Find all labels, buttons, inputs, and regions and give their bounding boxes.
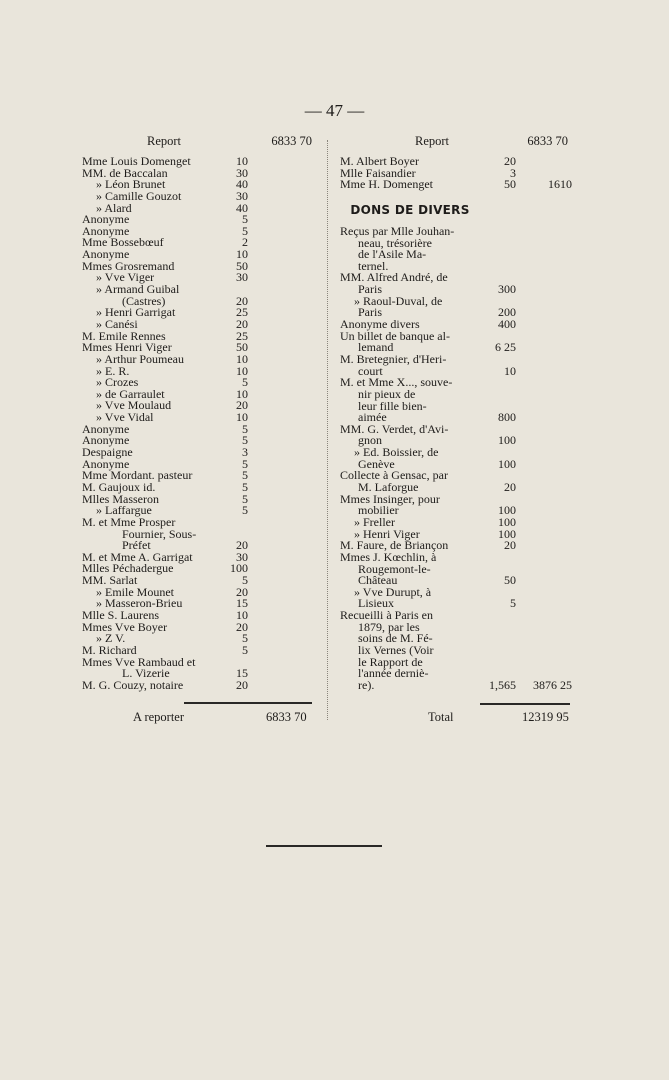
donation-amount: 50 — [236, 340, 248, 355]
donor-name: » Armand Guibal — [96, 282, 180, 297]
donor-name: MM. de Baccalan — [82, 165, 168, 180]
donation-amount: 100 — [498, 433, 516, 448]
left-report-amount: 6833 70 — [271, 134, 312, 148]
donor-name: Anonyme — [82, 421, 130, 436]
left-report-label: Report — [147, 134, 182, 148]
donor-name: soins de M. Fé- — [358, 631, 433, 646]
donor-name: » Vve Moulaud — [96, 398, 172, 413]
donor-name: Paris — [358, 305, 382, 320]
donation-amount: 100 — [230, 561, 248, 576]
donation-amount: 5 — [242, 631, 248, 646]
donor-name: » Ed. Boissier, de — [354, 445, 439, 460]
donor-name: Mlle Faisandier — [340, 165, 416, 180]
donor-name: le Rapport de — [358, 654, 423, 669]
donation-amount: 5 — [242, 573, 248, 588]
donation-amount: 100 — [498, 526, 516, 541]
list-item — [82, 526, 312, 541]
donation-amount: 30 — [236, 188, 248, 203]
list-item — [340, 179, 580, 191]
donor-name: M. et Mme Prosper — [82, 514, 176, 529]
donor-name: l'année derniè- — [358, 666, 429, 681]
donation-amount: 5 — [242, 456, 248, 471]
donation-amount: 20 — [504, 154, 516, 168]
donation-amount: 200 — [498, 305, 516, 320]
donor-name: » Arthur Poumeau — [96, 351, 184, 366]
donation-amount: 5 — [242, 433, 248, 448]
subtotal-amount: 1610 — [548, 177, 572, 192]
donor-name: M. Richard — [82, 642, 137, 657]
donor-name: leur fille bien- — [358, 398, 427, 413]
right-footer-amount: 12319 95 — [522, 710, 569, 724]
donor-name: M. et Mme A. Garrigat — [82, 549, 193, 564]
donor-name: » Freller — [354, 514, 395, 529]
donation-amount: 20 — [236, 538, 248, 553]
section-title: DONS DE DIVERS — [350, 202, 470, 217]
donation-amount: 5 — [242, 479, 248, 494]
donation-amount: 20 — [236, 293, 248, 308]
donor-name: Reçus par Mlle Jouhan- — [340, 223, 455, 238]
donation-amount: 2 — [242, 235, 248, 250]
donation-amount: 5 — [242, 223, 248, 238]
donor-name: » Henri Viger — [354, 526, 420, 541]
donation-amount: 10 — [236, 410, 248, 425]
donor-name: L. Vizerie — [122, 666, 170, 681]
donation-amount: 20 — [236, 677, 248, 692]
donor-name: Préfet — [122, 538, 151, 553]
donation-amount: 400 — [498, 317, 516, 332]
donor-name: Mlle S. Laurens — [82, 607, 159, 622]
donation-amount: 10 — [236, 247, 248, 262]
donation-amount: 800 — [498, 410, 516, 425]
donation-amount: 5 — [242, 642, 248, 657]
donor-name: Mmes Vve Boyer — [82, 619, 168, 634]
donor-name: MM. G. Verdet, d'Avi- — [340, 421, 449, 436]
list-item — [82, 654, 312, 669]
donor-name: lemand — [358, 340, 394, 355]
donation-amount: 3 — [242, 445, 248, 460]
donor-name: » Henri Garrigat — [96, 305, 176, 320]
donor-name: » de Garraulet — [96, 386, 165, 401]
donor-name: M. et Mme X..., souve- — [340, 375, 453, 390]
donor-name: Mlles Péchadergue — [82, 561, 174, 576]
donor-name: M. Albert Boyer — [340, 154, 419, 168]
subtotal-amount: 3876 25 — [533, 677, 572, 692]
donor-name: Collecte à Gensac, par — [340, 468, 448, 483]
donation-amount: 40 — [236, 177, 248, 192]
donor-name: Paris — [358, 282, 382, 297]
donation-amount: 10 — [504, 363, 516, 378]
donor-name: court — [358, 363, 383, 378]
donor-name: M. Emile Rennes — [82, 328, 166, 343]
right-header-row — [340, 134, 580, 150]
donation-amount: 30 — [236, 165, 248, 180]
list-item — [82, 514, 312, 529]
donation-amount: 100 — [498, 503, 516, 518]
donor-name: » Léon Brunet — [96, 177, 166, 192]
donation-amount: 20 — [236, 316, 248, 331]
donor-name: » Alard — [96, 200, 132, 215]
donor-name: 1879, par les — [358, 619, 420, 634]
donation-amount: 5 — [242, 503, 248, 518]
donor-name: Mme Bossebœuf — [82, 235, 164, 250]
donor-name: Mmes Henri Viger — [82, 340, 172, 355]
donation-amount: 20 — [504, 480, 516, 495]
donor-name: ternel. — [358, 258, 389, 273]
donor-name: Rougemont-le- — [358, 561, 431, 576]
donor-name: gnon — [358, 433, 382, 448]
donor-name: Mlles Masseron — [82, 491, 159, 506]
donor-name: Mme H. Domenget — [340, 177, 433, 192]
donor-name: neau, trésorière — [358, 235, 432, 250]
donor-name: » Camille Gouzot — [96, 188, 182, 203]
donor-name: Anonyme — [82, 433, 130, 448]
donor-name: » Raoul-Duval, de — [354, 293, 443, 308]
donation-amount: 10 — [236, 154, 248, 168]
donation-amount: 10 — [236, 607, 248, 622]
donation-amount: 25 — [236, 305, 248, 320]
donation-amount: 15 — [236, 596, 248, 611]
donor-name: M. Laforgue — [358, 480, 419, 495]
left-header-row — [82, 134, 312, 150]
left-column — [82, 134, 312, 691]
page-number: — 47 — — [304, 101, 365, 120]
donor-name: M. Bretegnier, d'Heri- — [340, 351, 447, 366]
donation-amount: 5 — [242, 491, 248, 506]
donor-name: Mme Louis Domenget — [82, 154, 191, 168]
donation-amount: 3 — [510, 165, 516, 180]
donation-amount: 10 — [236, 386, 248, 401]
left-footer-amount: 6833 70 — [266, 710, 307, 724]
donation-amount: 5 — [242, 421, 248, 436]
donor-name: Genève — [358, 456, 395, 471]
donation-amount: 50 — [504, 573, 516, 588]
donor-name: » Masseron-Brieu — [96, 596, 183, 611]
bottom-rule — [266, 845, 382, 847]
donor-name: re). — [358, 677, 375, 692]
donor-name: » Z V. — [96, 631, 126, 646]
donor-name: » Laffargue — [96, 503, 152, 518]
donation-amount: 40 — [236, 200, 248, 215]
donor-name: » Vve Viger — [96, 270, 155, 285]
donor-name: » Emile Mounet — [96, 584, 174, 599]
list-item — [82, 677, 312, 692]
right-footer-label: Total — [428, 710, 454, 724]
donor-name: Recueilli à Paris en — [340, 608, 433, 623]
donor-name: Mmes Insinger, pour — [340, 491, 440, 506]
left-footer-rule — [184, 702, 312, 704]
donation-amount: 100 — [498, 456, 516, 471]
donor-name: Un billet de banque al- — [340, 328, 450, 343]
right-column — [340, 134, 580, 692]
donor-name: de l'Asile Ma- — [358, 247, 427, 262]
donation-amount: 20 — [236, 619, 248, 634]
donation-amount: 20 — [236, 584, 248, 599]
left-donor-list — [82, 156, 312, 691]
donor-name: Fournier, Sous- — [122, 526, 197, 541]
donor-name: nir pieux de — [358, 386, 416, 401]
list-item — [82, 284, 312, 296]
donation-amount: 5 — [510, 596, 516, 611]
donor-name: M. G. Couzy, notaire — [82, 677, 184, 692]
donation-amount: 10 — [236, 363, 248, 378]
donor-name: Mmes J. Kœchlin, à — [340, 549, 437, 564]
donation-amount: 50 — [504, 177, 516, 192]
donor-name: Mme Mordant. pasteur — [82, 468, 193, 483]
donor-name: Despaigne — [82, 445, 133, 460]
donor-name: Anonyme divers — [340, 317, 420, 332]
list-item — [340, 677, 580, 692]
donation-amount: 30 — [236, 549, 248, 564]
donation-amount: 5 — [242, 212, 248, 227]
donation-amount: 10 — [236, 351, 248, 366]
donor-name: Anonyme — [82, 456, 130, 471]
donation-amount: 20 — [236, 398, 248, 413]
donor-name: MM. Alfred André, de — [340, 270, 448, 285]
donor-name: Lisieux — [358, 596, 394, 611]
donor-name: M. Faure, de Briançon — [340, 538, 449, 553]
donor-name: Mmes Vve Rambaud et — [82, 654, 196, 669]
donor-name: M. Gaujoux id. — [82, 479, 156, 494]
right-footer-rule — [480, 703, 570, 705]
donor-name: » Vve Durupt, à — [354, 584, 432, 599]
donor-name: MM. Sarlat — [82, 573, 138, 588]
donor-name: lix Vernes (Voir — [358, 642, 434, 657]
donor-name: » Canési — [96, 316, 138, 331]
right-donor-list — [340, 223, 580, 692]
donor-name: » Vve Vidal — [96, 410, 154, 425]
right-report-label: Report — [415, 134, 450, 148]
donor-name: Mmes Grosremand — [82, 258, 175, 273]
donation-amount: 50 — [236, 258, 248, 273]
left-footer-label: A reporter — [133, 710, 185, 724]
donor-name: Anonyme — [82, 247, 130, 262]
donation-amount: 20 — [504, 538, 516, 553]
donor-name: Anonyme — [82, 212, 130, 227]
donor-name: Château — [358, 573, 398, 588]
donation-amount: 5 — [242, 468, 248, 483]
donation-amount: 100 — [498, 514, 516, 529]
donor-name: (Castres) — [122, 293, 166, 308]
donor-name: » E. R. — [96, 363, 130, 378]
donation-amount: 1,565 — [489, 677, 516, 692]
donor-name: mobilier — [358, 503, 399, 518]
donor-name: Anonyme — [82, 223, 130, 238]
column-divider — [327, 140, 329, 720]
donor-name: » Crozes — [96, 375, 139, 390]
donation-amount: 300 — [498, 282, 516, 297]
donation-amount: 15 — [236, 666, 248, 681]
donation-amount: 5 — [242, 375, 248, 390]
donor-name: aimée — [358, 410, 387, 425]
donation-amount: 30 — [236, 270, 248, 285]
donation-amount: 25 — [236, 328, 248, 343]
right-donor-list-top — [340, 156, 580, 191]
donation-amount: 6 25 — [495, 340, 516, 355]
right-report-amount: 6833 70 — [527, 134, 568, 148]
